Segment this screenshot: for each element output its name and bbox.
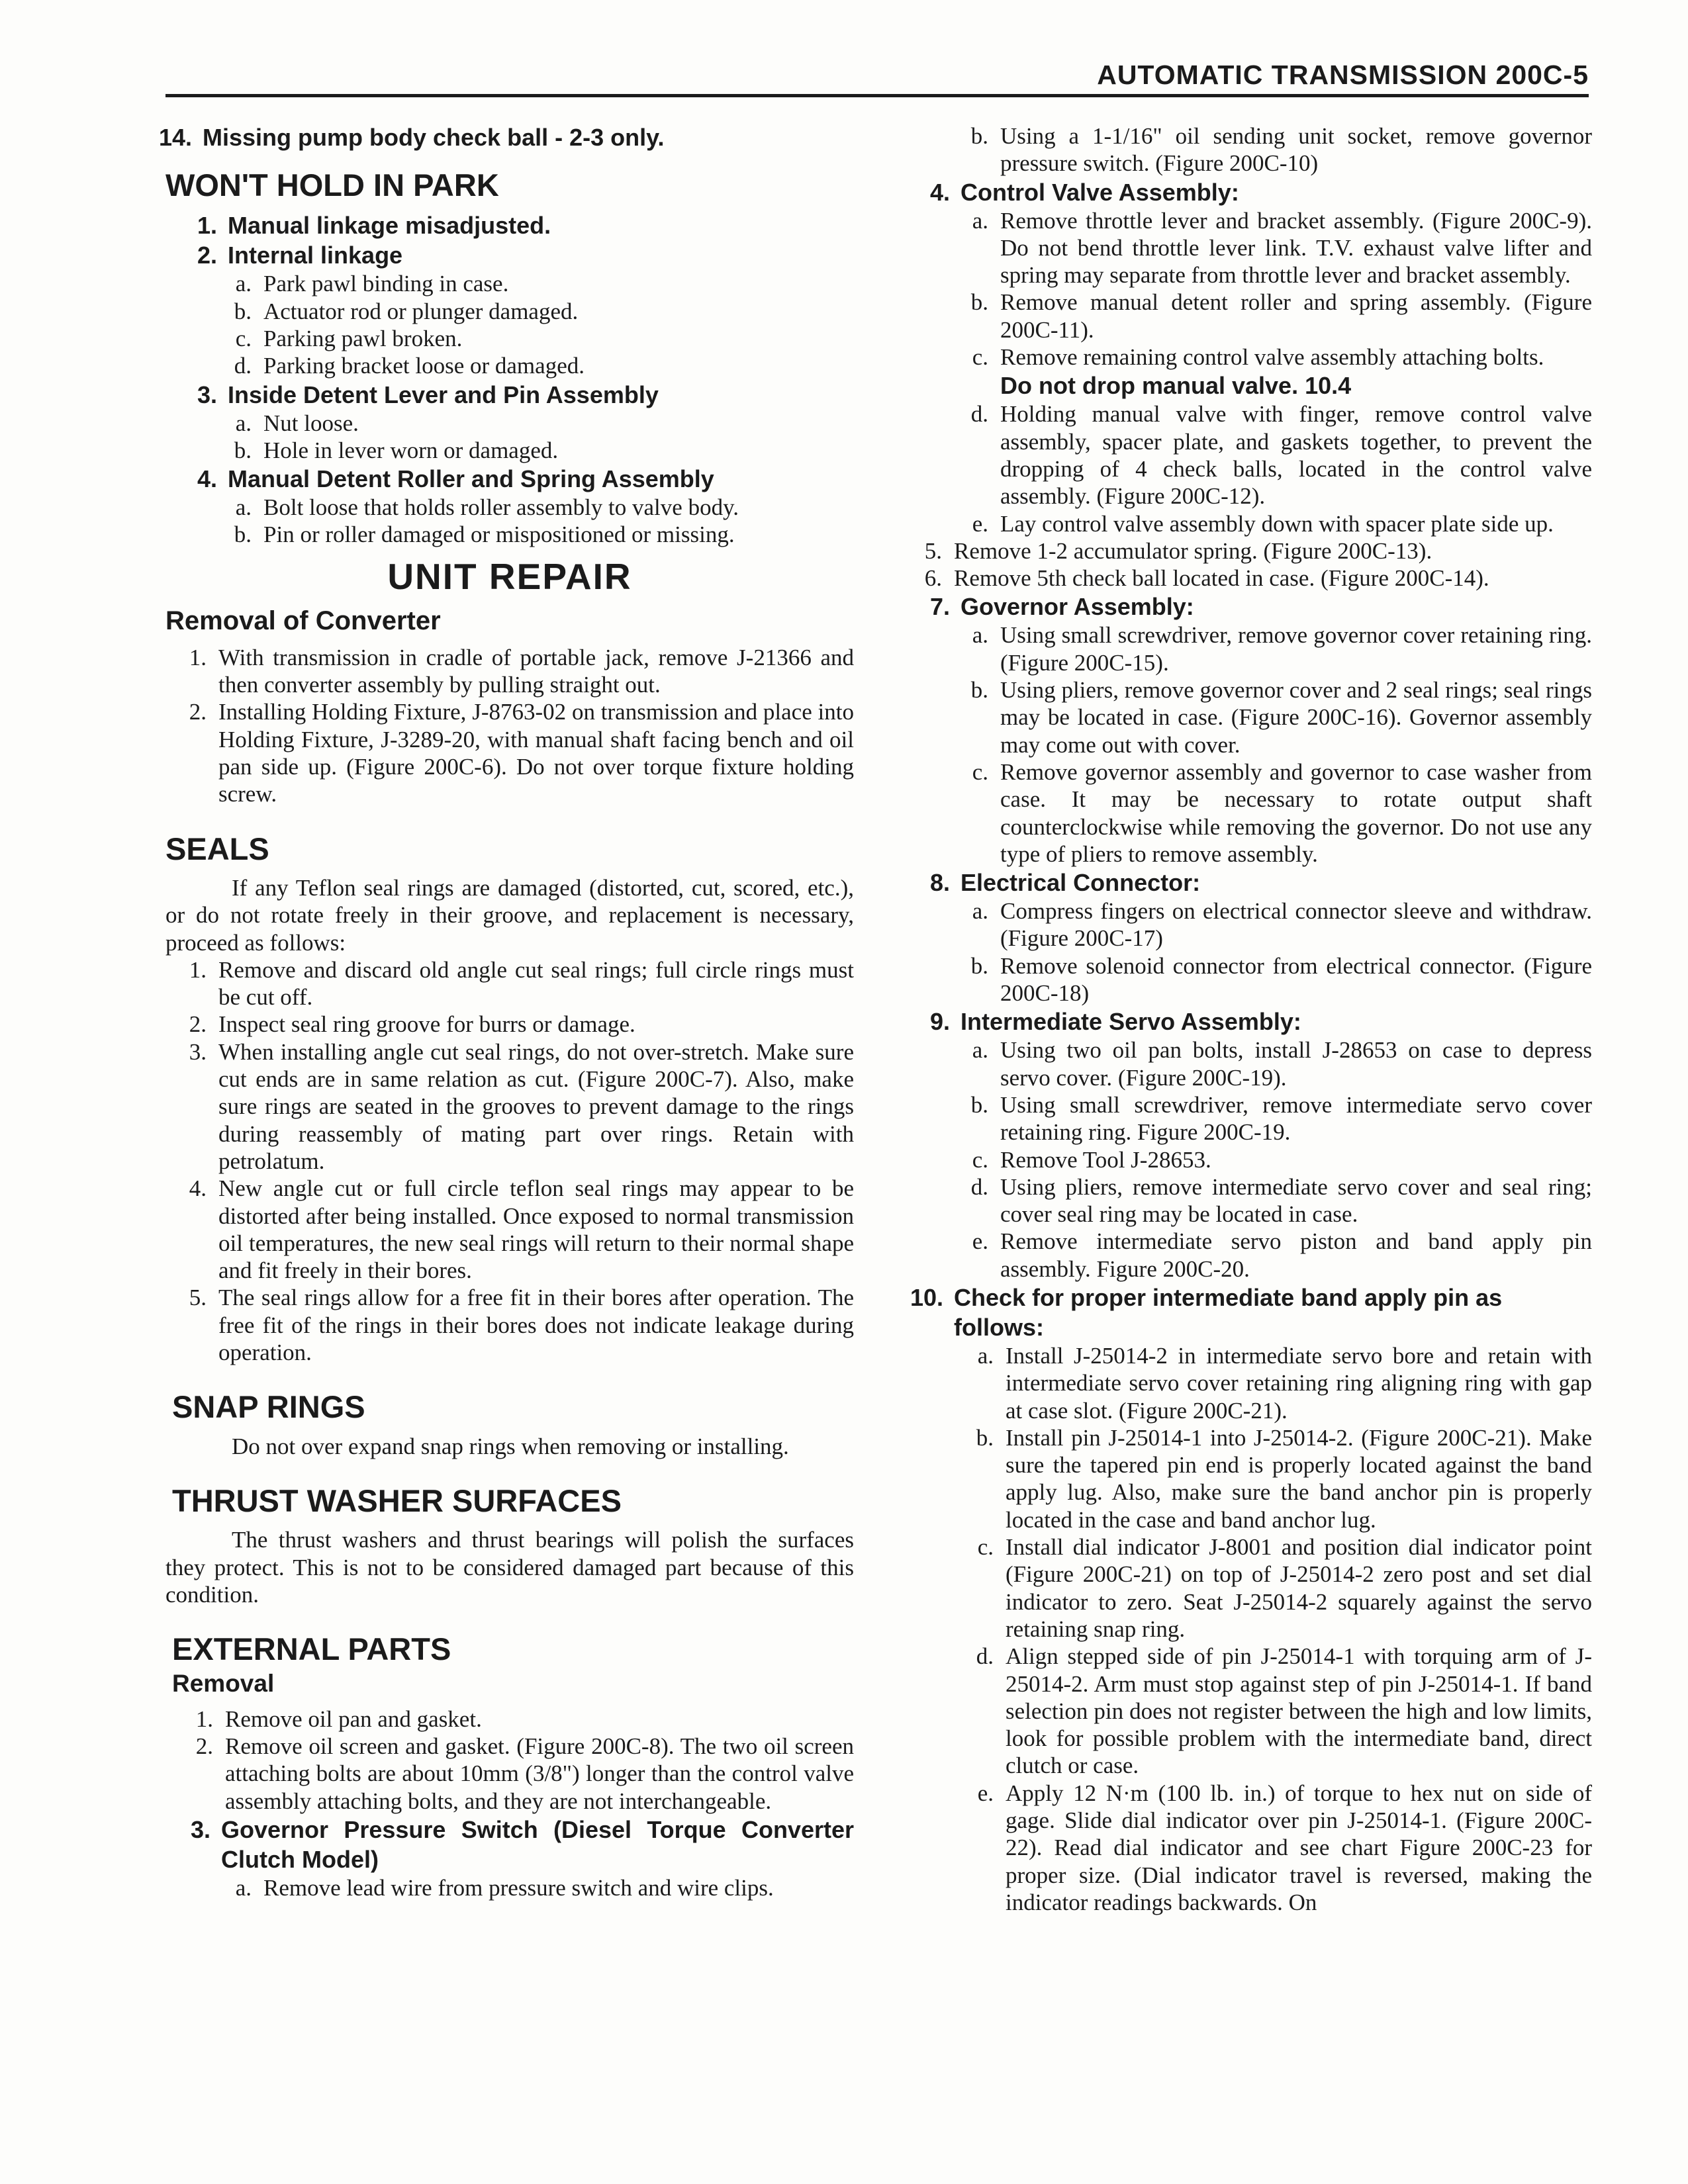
item-text: Missing pump body check ball - 2-3 only. bbox=[203, 124, 665, 151]
header-rule bbox=[165, 94, 1589, 97]
sub-item bbox=[904, 343, 1592, 371]
item-number: 3. bbox=[197, 381, 217, 408]
sub-text: Install dial indicator J-8001 and position dial indicator point (Figure 200C-21) on top of J-25014-2 zero post and set dial indicator to zero. Seat J-25014-2 squarely against the servo retaining snap ring. bbox=[1006, 1534, 1592, 1642]
item-text: Governor Assembly: bbox=[961, 593, 1194, 621]
list-item bbox=[165, 380, 854, 410]
item-text: Check for proper intermediate band apply pin as follows: bbox=[954, 1283, 1503, 1341]
sub-text: Using pliers, remove intermediate servo cover and seal ring; cover seal ring may be located in case. bbox=[1000, 1173, 1592, 1228]
item-number: 14. bbox=[159, 124, 193, 151]
sub-item bbox=[165, 410, 854, 437]
list-item bbox=[165, 1815, 854, 1874]
sub-text: Remove remaining control valve assembly attaching bolts. bbox=[1000, 344, 1544, 371]
sub-item bbox=[904, 1643, 1592, 1779]
list-item bbox=[904, 565, 1592, 592]
item-number: 2. bbox=[189, 699, 207, 725]
sub-text: Compress fingers on electrical connector sleeve and withdraw. (Figure 200C-17) bbox=[1000, 898, 1592, 952]
section-heading-wont-hold: WON'T HOLD IN PARK bbox=[165, 167, 499, 203]
sub-item bbox=[904, 1533, 1592, 1643]
sub-text: Nut loose. bbox=[263, 410, 359, 436]
sub-text: Remove intermediate servo piston and band apply pin assembly. Figure 200C-20. bbox=[1000, 1228, 1592, 1282]
sub-text: Remove lead wire from pressure switch and wire clips. bbox=[263, 1875, 774, 1901]
list-item bbox=[165, 210, 854, 240]
sub-text: Remove Tool J-28653. bbox=[1000, 1146, 1211, 1173]
sub-text: Remove throttle lever and bracket assembly. (Figure 200C-9). Do not bend throttle lever link. T.V. exhaust valve lifter and spring may separate from throttle lever and bracket assembly. bbox=[1000, 207, 1592, 289]
sub-text: Using small screwdriver, remove intermediate servo cover retaining ring. Figure 200C-19. bbox=[1000, 1091, 1592, 1146]
sub-letter: a. bbox=[972, 1037, 988, 1064]
sub-item bbox=[165, 1874, 854, 1901]
sub-item bbox=[904, 1228, 1592, 1283]
sub-text: Apply 12 N·m (100 lb. in.) of torque to hex nut on side of gage. Slide dial indicator over pin J-25014-1. (Figure 200C-22). Read dial indicator and see chart Figure 200C-23 for proper size. (Dial indicator travel is reversed, making the indicator readings backwards. On bbox=[1006, 1780, 1592, 1915]
item-number: 8. bbox=[929, 869, 950, 897]
sub-item bbox=[165, 298, 854, 325]
sub-letter: a. bbox=[972, 622, 988, 649]
sub-item bbox=[904, 1342, 1592, 1424]
sub-item bbox=[904, 122, 1592, 177]
snap-rings-text: Do not over expand snap rings when removing or installing. bbox=[232, 1433, 789, 1459]
item-number: 3. bbox=[189, 1038, 207, 1065]
item-text: Inspect seal ring groove for burrs or damage. bbox=[218, 1011, 635, 1038]
list-item bbox=[904, 868, 1592, 897]
item-number: 6. bbox=[924, 565, 942, 592]
sub-item bbox=[904, 289, 1592, 343]
section-heading-seals: SEALS bbox=[165, 831, 269, 866]
sub-text: Align stepped side of pin J-25014-1 with torquing arm of J-25014-2. Arm must stop against step of pin J-25014-1. If band selection pin does not register between the high and low limits, look for possible problem with the intermediate band, direct clutch or case. bbox=[1006, 1643, 1592, 1779]
sub-letter: b. bbox=[234, 437, 252, 463]
sub-item bbox=[904, 621, 1592, 676]
sub-item bbox=[904, 510, 1592, 537]
item-text: Remove oil pan and gasket. bbox=[225, 1706, 482, 1732]
item-14 bbox=[159, 122, 854, 152]
sub-text: Parking pawl broken. bbox=[263, 325, 463, 351]
item-text: Governor Pressure Switch (Diesel Torque Converter Clutch Model) bbox=[221, 1816, 854, 1874]
sub-text: Using two oil pan bolts, install J-28653 on case to depress servo cover. (Figure 200C-19). bbox=[1000, 1037, 1592, 1091]
sub-item bbox=[904, 1036, 1592, 1091]
sub-letter: d. bbox=[976, 1643, 994, 1670]
sub-item bbox=[165, 521, 854, 548]
sub-letter: a. bbox=[972, 207, 988, 234]
list-item bbox=[904, 177, 1592, 207]
list-item bbox=[904, 1007, 1592, 1036]
sub-item bbox=[904, 676, 1592, 758]
sub-text: Actuator rod or plunger damaged. bbox=[263, 298, 579, 324]
list-item bbox=[890, 1283, 1592, 1342]
sub-letter: a. bbox=[235, 410, 252, 436]
sub-letter: a. bbox=[977, 1342, 994, 1369]
item-text: Intermediate Servo Assembly: bbox=[961, 1008, 1301, 1036]
page-header bbox=[165, 60, 1589, 93]
sub-text: Using a 1-1/16" oil sending unit socket, remove governor pressure switch. (Figure 200C-10) bbox=[1000, 123, 1592, 177]
item-text: Control Valve Assembly: bbox=[961, 178, 1239, 206]
item-number: 10. bbox=[910, 1283, 943, 1311]
item-text: Remove oil screen and gasket. (Figure 200C-8). The two oil screen attaching bolts are about 10mm (3/8") longer than the control valve assembly attaching bolts, and they are not interchangeable. bbox=[225, 1733, 854, 1814]
sub-letter: d. bbox=[234, 353, 252, 379]
item-number: 5. bbox=[189, 1285, 207, 1311]
section-heading-thrust-washer: THRUST WASHER SURFACES bbox=[172, 1482, 622, 1518]
sub-item bbox=[904, 897, 1592, 952]
sub-letter: c. bbox=[235, 325, 252, 351]
section-heading-external-parts: EXTERNAL PARTS bbox=[172, 1631, 451, 1667]
sub-text: Lay control valve assembly down with spacer plate side up. bbox=[1000, 510, 1554, 537]
list-item bbox=[165, 1175, 854, 1284]
list-item bbox=[165, 464, 854, 494]
sub-item bbox=[904, 1173, 1592, 1228]
sub-item bbox=[904, 952, 1592, 1007]
item-text: The seal rings allow for a free fit in their bores after operation. The free fit of the rings in their bores does not indicate leakage during operation. bbox=[218, 1285, 854, 1365]
sub-item bbox=[165, 437, 854, 464]
list-item bbox=[165, 1733, 854, 1815]
list-item bbox=[165, 644, 854, 699]
sub-letter: c. bbox=[977, 1534, 994, 1561]
sub-letter: a. bbox=[235, 494, 252, 521]
sub-letter: b. bbox=[970, 289, 988, 316]
list-item bbox=[165, 698, 854, 807]
sub-text: Install pin J-25014-1 into J-25014-2. (Figure 200C-21). Make sure the tapered pin end is properly located against the band apply lug. Also, make sure the band anchor pin is properly located in the case and band anchor lug. bbox=[1006, 1424, 1592, 1533]
item-number: 2. bbox=[189, 1011, 207, 1038]
sub-item bbox=[904, 1780, 1592, 1916]
item-text: Installing Holding Fixture, J-8763-02 on transmission and place into Holding Fixture, J-3289-20, with manual shaft facing bench and oil pan side up. (Figure 200C-6). Do not over torque fixture holding screw. bbox=[218, 699, 854, 807]
sub-text: Using pliers, remove governor cover and 2 seal rings; seal rings may be located in case. (Figure 200C-16). Governor assembly may come out with cover. bbox=[1000, 677, 1592, 758]
item-text: Manual linkage misadjusted. bbox=[228, 212, 551, 240]
sub-item bbox=[904, 400, 1592, 510]
sub-letter: b. bbox=[970, 952, 988, 979]
item-text: With transmission in cradle of portable jack, remove J-21366 and then converter assembly by pulling straight out. bbox=[218, 644, 854, 698]
sub-text: Holding manual valve with finger, remove control valve assembly, spacer plate, and gaskets together, to prevent the dropping of 4 check balls, located in the control valve assembly. (Figure 200C-12). bbox=[1000, 401, 1592, 510]
header-title: AUTOMATIC TRANSMISSION 200C-5 bbox=[1097, 60, 1589, 90]
item-text: Remove 1-2 accumulator spring. (Figure 200C-13). bbox=[954, 537, 1432, 564]
item-number: 4. bbox=[189, 1175, 207, 1202]
sub-letter: b. bbox=[970, 123, 988, 149]
list-item bbox=[165, 1038, 854, 1175]
item-text: When installing angle cut seal rings, do not over-stretch. Make sure cut ends are in same relation as cut. (Figure 200C-7). Also, make sure rings are seated in the grooves to prevent damage to the rings during reassembly of mating part over rings. Retain with petrolatum. bbox=[218, 1038, 854, 1174]
sub-text: Install J-25014-2 in intermediate servo bore and retain with intermediate servo cover retaining ring aligning ring with gap at case slot. (Figure 200C-21). bbox=[1006, 1342, 1592, 1424]
sub-letter: b. bbox=[970, 677, 988, 704]
item-text: Electrical Connector: bbox=[961, 869, 1201, 897]
list-item bbox=[165, 1011, 854, 1038]
item-number: 1. bbox=[189, 956, 207, 983]
list-item bbox=[165, 956, 854, 1011]
sub-item bbox=[165, 352, 854, 379]
sub-letter: e. bbox=[977, 1780, 994, 1806]
item-number: 4. bbox=[929, 178, 950, 206]
unit-repair-title: UNIT REPAIR bbox=[387, 555, 632, 597]
sub-letter: b. bbox=[976, 1424, 994, 1451]
sub-item bbox=[165, 494, 854, 521]
sub-letter: b. bbox=[234, 298, 252, 324]
sub-letter: a. bbox=[972, 898, 988, 925]
list-item bbox=[904, 537, 1592, 565]
item-number: 1. bbox=[189, 644, 207, 670]
sub-letter: b. bbox=[970, 1091, 988, 1118]
sub-letter: e. bbox=[972, 510, 988, 537]
list-item bbox=[165, 1706, 854, 1733]
list-item bbox=[165, 1284, 854, 1366]
item-text: New angle cut or full circle teflon seal rings may appear to be distorted after being installed. Once exposed to normal transmission oil temperatures, the new seal rings will return to their normal shape and fit freely in their bores. bbox=[218, 1175, 854, 1284]
item-number: 5. bbox=[924, 537, 942, 564]
sub-letter: a. bbox=[235, 1875, 252, 1901]
list-item bbox=[165, 240, 854, 270]
item-number: 7. bbox=[929, 593, 950, 621]
sub-letter: e. bbox=[972, 1228, 988, 1255]
right-column bbox=[904, 122, 1592, 1916]
sub-text: Park pawl binding in case. bbox=[263, 271, 509, 297]
sub-letter: c. bbox=[972, 758, 988, 785]
item-number: 3. bbox=[190, 1816, 211, 1844]
subheading-removal: Removal bbox=[172, 1669, 275, 1697]
sub-text: Remove solenoid connector from electrical connector. (Figure 200C-18) bbox=[1000, 952, 1592, 1007]
sub-item bbox=[904, 1424, 1592, 1533]
sub-text: Bolt loose that holds roller assembly to valve body. bbox=[263, 494, 739, 521]
sub-item bbox=[904, 758, 1592, 868]
sub-item bbox=[904, 207, 1592, 289]
sub-letter: c. bbox=[972, 344, 988, 371]
item-number: 2. bbox=[195, 1733, 213, 1760]
sub-letter: d. bbox=[970, 401, 988, 428]
sub-item bbox=[904, 1146, 1592, 1173]
item-number: 9. bbox=[929, 1008, 950, 1036]
item-text: Remove and discard old angle cut seal rings; full circle rings must be cut off. bbox=[218, 956, 854, 1011]
sub-text: Hole in lever worn or damaged. bbox=[263, 437, 559, 463]
sub-letter: d. bbox=[970, 1173, 988, 1200]
sub-text: Parking bracket loose or damaged. bbox=[263, 353, 585, 379]
sub-text: Remove manual detent roller and spring assembly. (Figure 200C-11). bbox=[1000, 289, 1592, 343]
sub-letter: c. bbox=[972, 1146, 988, 1173]
list-item bbox=[904, 592, 1592, 621]
left-column bbox=[159, 122, 854, 1901]
sub-letter: b. bbox=[234, 522, 252, 548]
item-text: Inside Detent Lever and Pin Assembly bbox=[228, 381, 659, 408]
item-text: Manual Detent Roller and Spring Assembly bbox=[228, 465, 714, 493]
item-number: 2. bbox=[197, 242, 217, 269]
item-text: Internal linkage bbox=[228, 242, 403, 269]
section-heading-removal-converter: Removal of Converter bbox=[165, 606, 441, 635]
item-number: 1. bbox=[197, 212, 217, 240]
thrust-washer-text: The thrust washers and thrust bearings will polish the surfaces they protect. This is not to be considered damaged part because of this condition. bbox=[165, 1527, 854, 1608]
seals-intro: If any Teflon seal rings are damaged (distorted, cut, scored, etc.), or do not rotate freely in their groove, and replacement is necessary, proceed as follows: bbox=[165, 874, 854, 956]
warning-note: Do not drop manual valve. 10.4 bbox=[1000, 372, 1352, 400]
item-number: 4. bbox=[197, 465, 217, 493]
item-text: Remove 5th check ball located in case. (Figure 200C-14). bbox=[954, 565, 1489, 592]
section-heading-snap-rings: SNAP RINGS bbox=[172, 1389, 365, 1425]
sub-text: Using small screwdriver, remove governor cover retaining ring. (Figure 200C-15). bbox=[1000, 622, 1592, 676]
sub-text: Remove governor assembly and governor to case washer from case. It may be necessary to rotate output shaft counterclockwise while removing the governor. Do not use any type of pliers to remove assembly. bbox=[1000, 758, 1592, 867]
sub-text: Pin or roller damaged or mispositioned or missing. bbox=[263, 522, 735, 548]
sub-item bbox=[165, 325, 854, 352]
sub-letter: a. bbox=[235, 271, 252, 297]
item-number: 1. bbox=[195, 1706, 213, 1732]
sub-item bbox=[904, 1091, 1592, 1146]
sub-item bbox=[165, 270, 854, 297]
